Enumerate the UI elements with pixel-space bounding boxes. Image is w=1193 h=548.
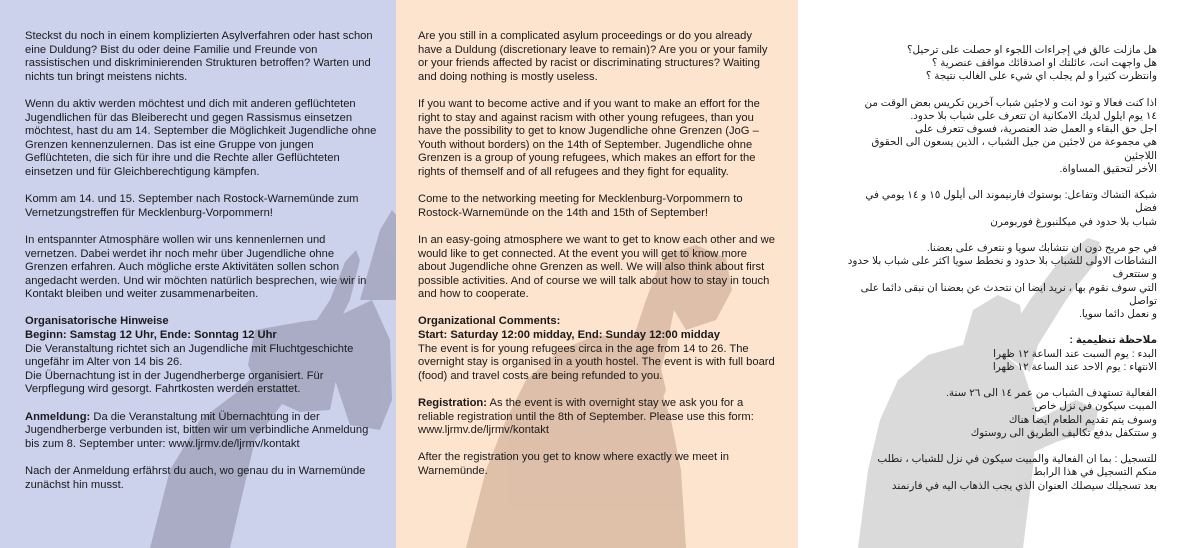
german-after-registration-paragraph: Nach der Anmeldung erfährst du auch, wo genau du in Warnemünde zunächst hin musst. (25, 465, 366, 491)
english-invitation-paragraph: Come to the networking meeting for Mecklenburg-Vorpommern to Rostock-Warnemünde on the 14th and 15th of September! (418, 193, 743, 219)
german-organisation-section (25, 315, 377, 397)
arabic-end-line: الانتهاء : يوم الاحد عند الساعة ١٢ ظهرا (992, 361, 1157, 373)
arabic-organisation-heading: ملاحظة تنظيمية : (1069, 335, 1157, 347)
arabic-registration-line: منكم التسجيل في هذا الرابط (1033, 467, 1157, 479)
english-registration-label: Registration: (418, 397, 487, 410)
german-registration-section (25, 411, 377, 452)
english-start-line (418, 329, 776, 343)
arabic-event-details-paragraph (847, 387, 1157, 440)
german-text-column (25, 30, 377, 506)
english-start-text: Saturday 12:00 midday, End: Sunday 12:00 midday (447, 329, 720, 342)
english-organisation-heading: Organizational Comments: (418, 315, 561, 328)
arabic-activation-paragraph (847, 97, 1157, 176)
english-intro-paragraph: Are you still in a complicated asylum proceedings or do you already have a Duldung (discretionary leave to remain)? Are you or your family or your friends affected by racist or discriminating structures? Waiting and doing nothing is mostly useless. (418, 30, 768, 83)
arabic-atmosphere-line: و نعمل دائما سويا. (1078, 309, 1157, 321)
arabic-invitation-line: شبكة التشاك وتفاعل: بوستوك فارنيموند الى أيلول ١٥ و ١٤ يومي في فضل (865, 190, 1157, 215)
arabic-invitation-line: شباب بلا حدود في ميكلنبورغ فوربومرن (990, 216, 1157, 228)
arabic-event-line: وسوف يتم تقديم الطعام ايضا هناك (1008, 414, 1157, 426)
german-registration-label: Anmeldung: (25, 410, 91, 423)
arabic-atmosphere-paragraph (847, 242, 1157, 321)
german-invitation-paragraph: Komm am 14. und 15. September nach Rostock-Warnemünde zum Vernetzungstreffen für Mecklenburg-Vorpommern! (25, 193, 359, 219)
arabic-registration-line: للتسجيل : بما ان الفعالية والمبيت سيكون في نزل للشباب ، نطلب (877, 454, 1157, 466)
german-begin-label: Beginn: (25, 329, 67, 342)
english-event-details-text: The event is for young refugees circa in the age from 14 to 26. The overnight stay is organised in a youth hostel. The event is with full board (food) and travel costs are being refunded to you. (418, 342, 775, 382)
german-panel (0, 0, 396, 548)
german-registration-text: Da die Veranstaltung mit Übernachtung in der Jugendherberge verbunden ist, bitten wir um verbindliche Anmeldung bis zum 8. September unter: www.ljrmv.de/ljrmv/kontakt (25, 410, 369, 450)
arabic-begin-line: البدء : يوم السبت عند الساعة ١٢ ظهرا (993, 348, 1157, 360)
arabic-intro-paragraph (847, 44, 1157, 84)
english-registration-text: As the event is with overnight stay we ask you for a reliable registration until the 8th of September. Please use this form: www.ljrmv.de/ljrmv/kontakt (418, 397, 754, 437)
arabic-atmosphere-line: التي سوف نقوم بها ، نريد ايضا ان نتحدث عن بعضنا ان نبقى دائما على تواصل (860, 282, 1157, 307)
arabic-invitation-paragraph (847, 189, 1157, 229)
german-atmosphere-paragraph: In entspannter Atmosphäre wollen wir uns kennenlernen und vernetzen. Dabei werdet ihr noch mehr über Jugendliche ohne Grenzen erfahren. Auch mögliche erste Aktivitäten sollen schon angedacht werden. Und wir möchten natürlich besprechen, wie wir in Kontakt bleiben und weiter zusammenarbeiten. (25, 233, 367, 301)
arabic-event-line: المبيت سيكون في نزل خاص. (1031, 401, 1157, 413)
english-start-label: Start: (418, 329, 448, 342)
arabic-panel (798, 0, 1193, 548)
arabic-event-line: الفعالية تستهدف الشباب من عمر ١٤ الى ٢٦ سنة. (946, 388, 1157, 400)
english-panel (396, 0, 798, 548)
arabic-text-column (847, 44, 1157, 506)
arabic-atmosphere-line: في جو مريح دون ان نتشابك سويا و نتعرف على بعضنا. (926, 243, 1157, 254)
arabic-activation-line: ١٤ يوم ايلول لديك الامكانية ان تتعرف على شباب بلا حدود. (910, 111, 1157, 122)
arabic-registration-line: بعد تسجيلك سيصلك العنوان الذي يجب الذهاب اليه في فارنمند (891, 480, 1157, 492)
german-intro-paragraph: Steckst du noch in einem komplizierten Asylverfahren oder hast schon eine Duldung? Bist du oder deine Familie und Freunde von rassistischen und diskriminierenden Strukturen betroffen? Warten und nichts tun bringt meistens nichts. (25, 30, 373, 83)
german-target-group-text: Die Veranstaltung richtet sich an Jugendliche mit Fluchtgeschichte ungefähr im Alter von 14 bis 26. (25, 342, 354, 369)
arabic-intro-line: هل واجهت انت، عائلتك او اصدقائك مواقف عنصرية ؟ (931, 58, 1157, 70)
arabic-activation-line: هي مجموعة من لاجئين من جيل الشباب ، الذين يسعون الى الحقوق اللاجئين (871, 137, 1157, 162)
arabic-organisation-section (847, 334, 1157, 374)
arabic-intro-line: هل مازلت عالق في إجراءات اللجوء او حصلت على ترحيل؟ (906, 45, 1157, 56)
english-registration-section (418, 397, 776, 438)
english-atmosphere-paragraph: In an easy-going atmosphere we want to get to know each other and we would like to get connected. At the event you will get to know more about Jugendliche ohne Grenzen as well. We will also think about first possible activities. And of course we will talk about how to stay in touch and how to cooperate. (418, 233, 775, 301)
english-activation-paragraph: If you want to become active and if you want to make an effort for the right to stay and against racism with other young refugees, than you have the possibility to get to know Jugendliche ohne Grenzen (JoG – Youth without borders) on the 14th of September. Jugendliche ohne Grenzen is a group of young refugees, which makes an effort for the rights of themself and of all refugees and they fight for equality. (418, 97, 760, 178)
arabic-registration-paragraph (847, 453, 1157, 493)
arabic-atmosphere-line: النشاطات الاولى للشباب بلا حدود و نخطط سويا اكثر على شباب بلا حدود و ستتعرف (847, 256, 1157, 281)
english-organisation-section (418, 315, 776, 383)
german-activation-paragraph: Wenn du aktiv werden möchtest und dich mit anderen geflüchteten Jugendlichen für das Bleiberecht und gegen Rassismus einsetzen möchtest, hast du am 14. September die Möglichkeit Jugendliche ohne Grenzen kennenzulernen. Das ist eine Gruppe von jungen Geflüchteten, die sich für ihre und die Rechte aller Geflüchteten einsetzen und für Gleichberechtigung kämpfen. (25, 97, 377, 178)
german-begin-line (25, 329, 377, 343)
arabic-activation-line: الأخر لتحقيق المساواة. (1059, 163, 1157, 175)
german-organisation-heading: Organisatorische Hinweise (25, 315, 169, 328)
arabic-activation-line: اجل حق البقاء و العمل ضد العنصرية، فسوف تتعرف على (915, 124, 1157, 136)
arabic-activation-line: اذا كنت فعالا و تود انت و لاجئين شباب آخرين تكريس بعض الوقت من (864, 97, 1157, 109)
german-accommodation-text: Die Übernachtung ist in der Jugendherberge organisiert. Für Verpflegung wird gesorgt. Fahrtkosten werden erstattet. (25, 369, 324, 396)
german-begin-text: Samstag 12 Uhr, Ende: Sonntag 12 Uhr (66, 329, 277, 342)
arabic-intro-line: وانتظرت كثيرا و لم يجلب اي شيء على الغالب نتيجة ؟ (925, 71, 1157, 83)
english-text-column (418, 30, 776, 492)
arabic-event-line: و ستتكفل بدفع تكاليف الطريق الى روستوك (970, 427, 1157, 439)
english-after-registration-paragraph: After the registration you get to know where exactly we meet in Warnemünde. (418, 451, 729, 477)
